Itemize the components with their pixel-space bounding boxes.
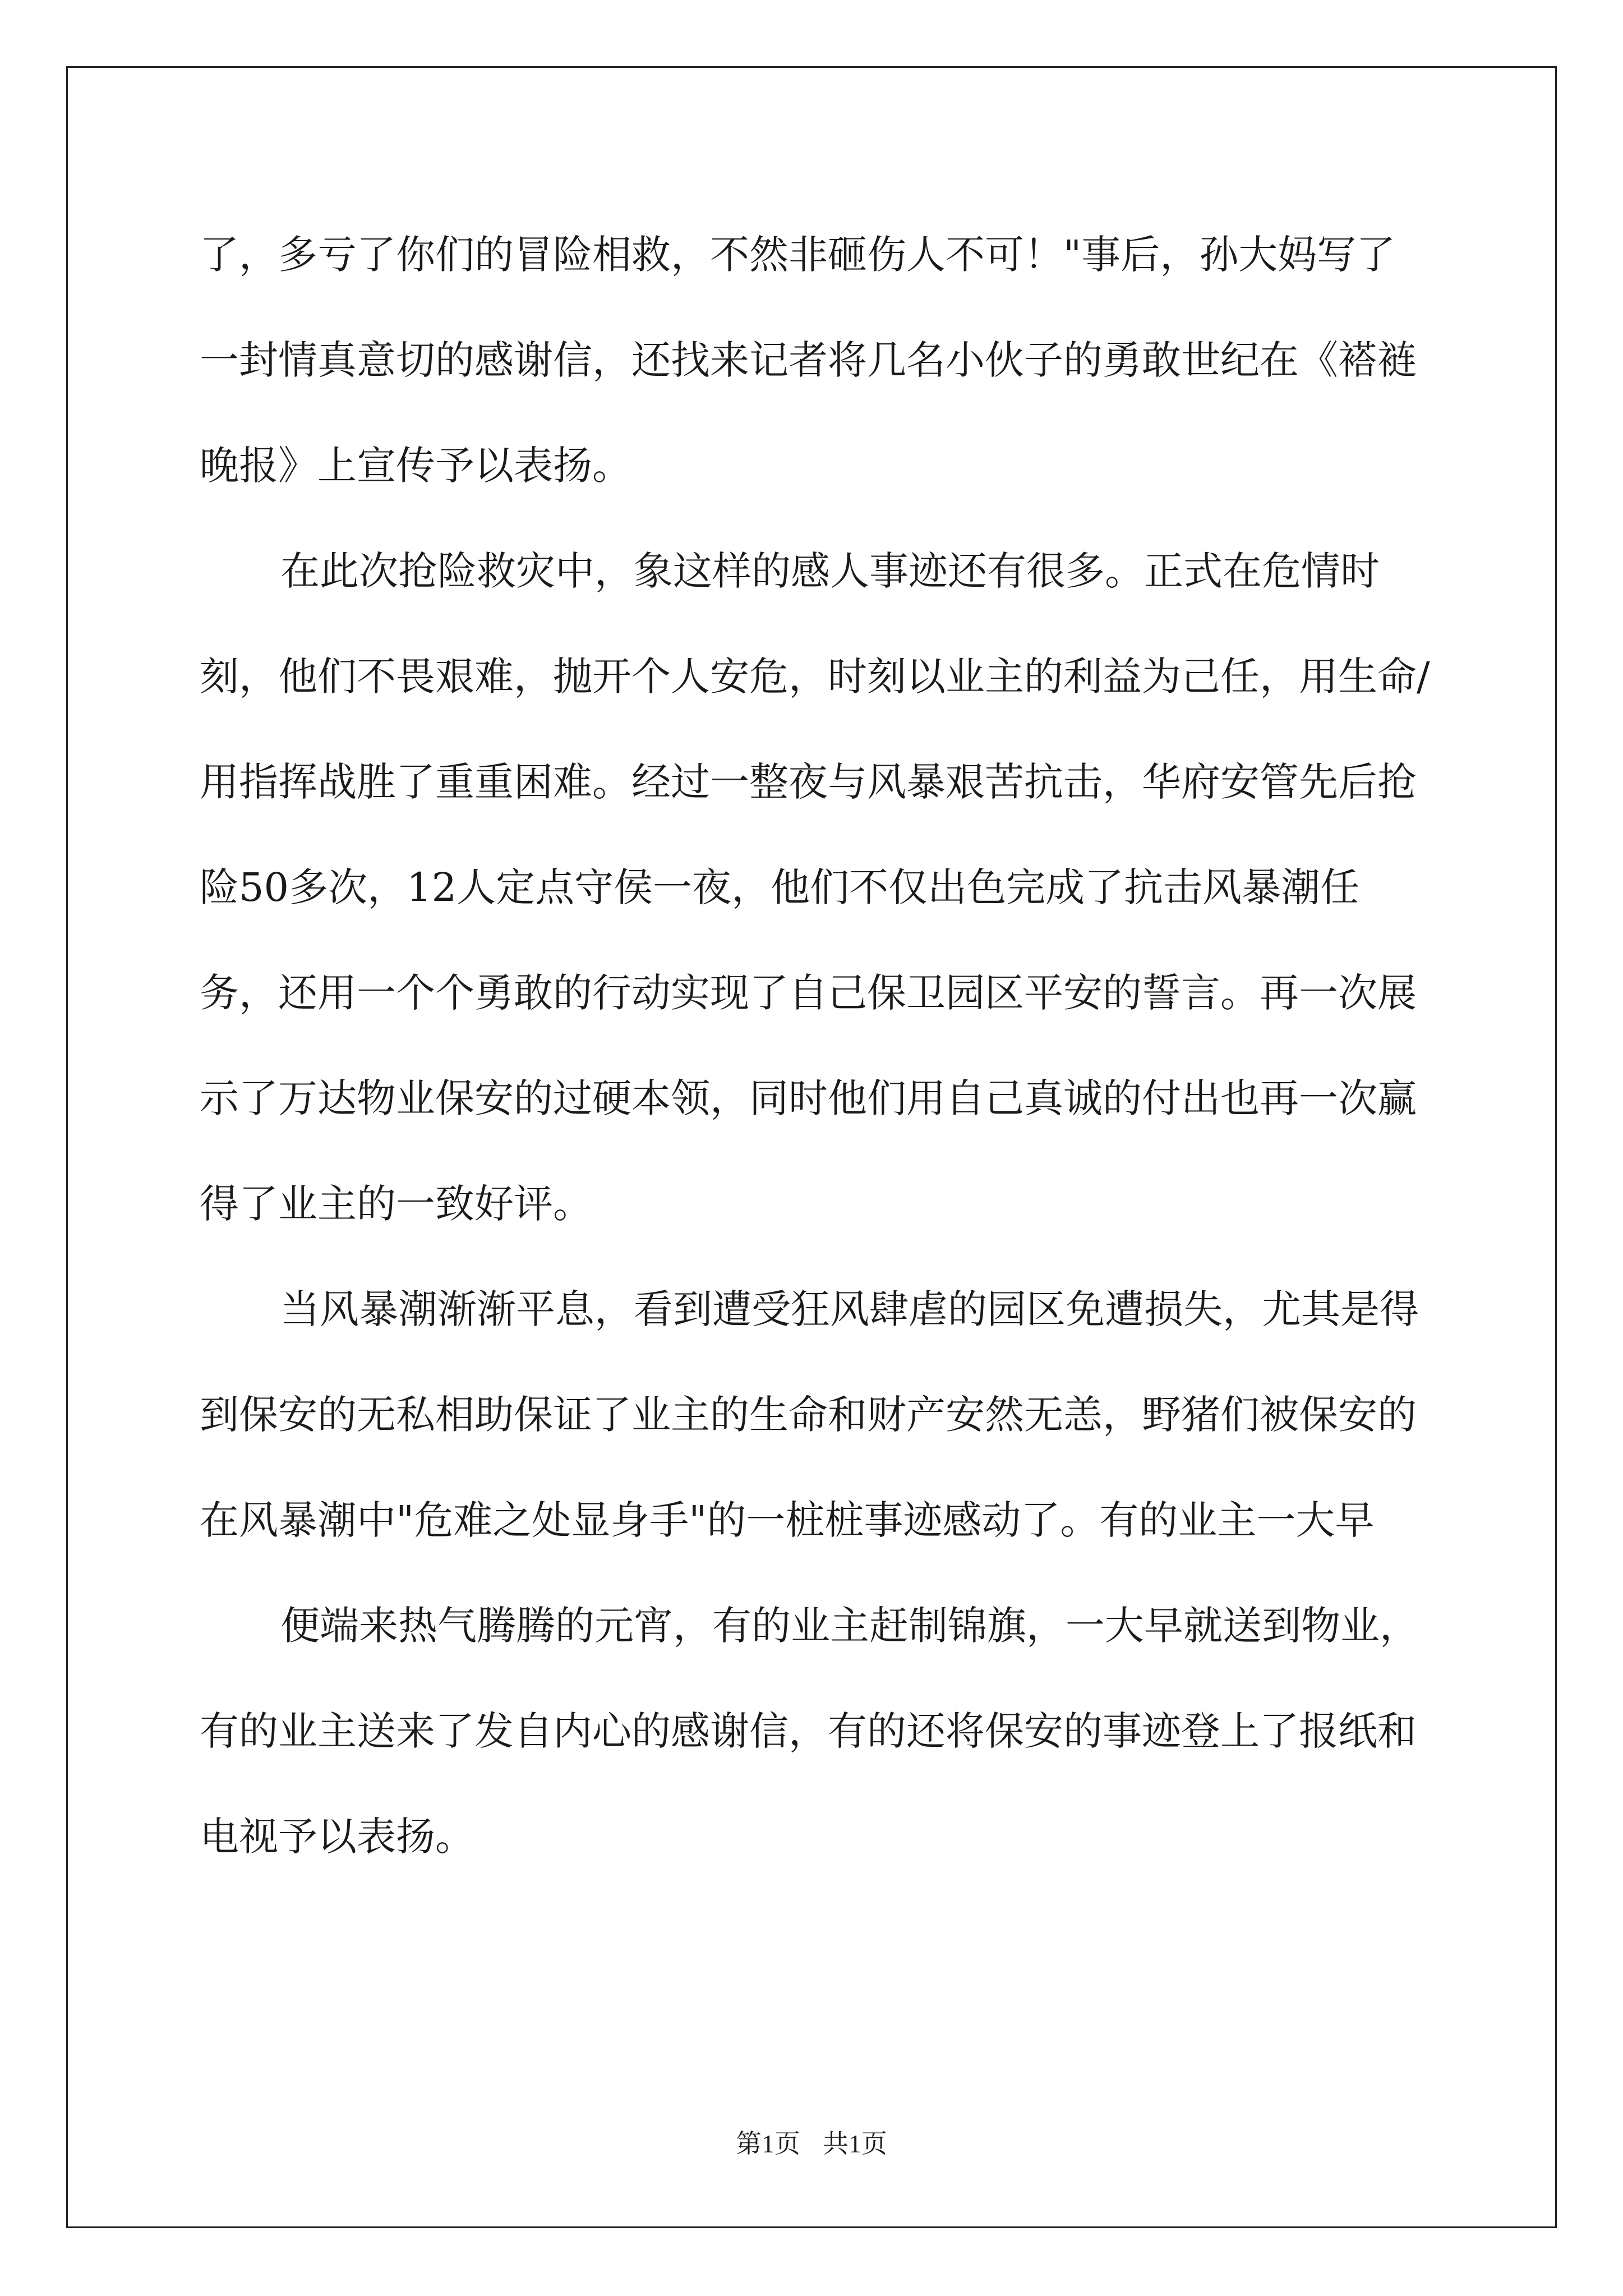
page-number: 第1页	[736, 2129, 800, 2158]
paragraph-1: 了，多亏了你们的冒险相救，不然非砸伤人不可！"事后，孙大妈写了一封情真意切的感谢信，还找来记者将几名小伙子的勇敢世纪在《褡裢晚报》上宣传予以表扬。	[200, 232, 1417, 489]
page-footer	[0, 2123, 1623, 2160]
document-body	[200, 202, 1433, 1889]
paragraph-3: 当风暴潮渐渐平息，看到遭受狂风肆虐的园区免遭损失，尤其是得到保安的无私相助保证了业主的生命和财产安然无恙，野猪们被保安的在风暴潮中"危难之处显身手"的一桩桩事迹感动了。有的业主一大早	[200, 1286, 1419, 1543]
paragraph-2: 在此次抢险救灾中，象这样的感人事迹还有很多。正式在危情时刻，他们不畏艰难，抛开个人安危，时刻以业主的利益为己任，用生命/用指挥战胜了重重困难。经过一整夜与风暴艰苦抗击，华府安管先后抢险50多次，12人定点守侯一夜，他们不仅出色完成了抗击风暴潮任务，还用一个个勇敢的行动实现了自己保卫园区平安的誓言。再一次展示了万达物业保安的过硬本领，同时他们用自己真诚的付出也再一次赢得了业主的一致好评。	[200, 548, 1430, 1227]
paragraph-4: 便端来热气腾腾的元宵，有的业主赶制锦旗，一大早就送到物业，有的业主送来了发自内心的感谢信，有的还将保安的事迹登上了报纸和电视予以表扬。	[200, 1603, 1419, 1860]
page-total: 共1页	[823, 2129, 887, 2158]
